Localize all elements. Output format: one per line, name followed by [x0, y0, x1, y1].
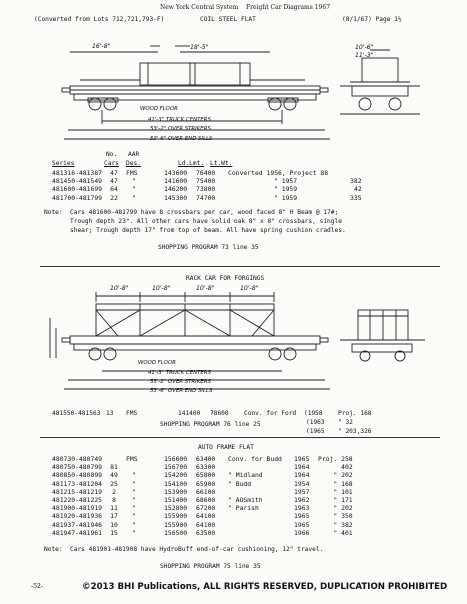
conv-cell: Conv. for Ford [244, 410, 297, 417]
proj-cell: " 202 [333, 471, 353, 480]
ltwt-cell: 65900 [196, 479, 216, 488]
wood-floor-label: WOOD FLOOR [140, 106, 178, 112]
cars-cell: 17 [110, 512, 118, 521]
series-cell: 480730-480749 [52, 455, 103, 463]
ldlmt-cell: 141600 [164, 177, 188, 186]
ldlmt-cell: 156700 [164, 463, 188, 472]
aar-cell: FMS [126, 410, 138, 417]
series-cell: 480750-480799 [52, 463, 103, 472]
ldlmt-cell: 151400 [164, 496, 188, 505]
series-cell: 481947-481961 [52, 528, 103, 537]
col-ltwt-header: Lt.Wt. [210, 160, 233, 167]
dim-16-8: 16'-8" [92, 43, 111, 50]
dim-10-6: 10'-6" [355, 44, 374, 51]
conv-cell [226, 463, 292, 471]
note3-text: Cars 481901-481908 have HydroBuff end-of-car cushioning, 12" travel. [70, 546, 324, 553]
aar-cell: " [132, 504, 136, 513]
over-end-sills-label: 53'-6" OVER END SILLS [150, 388, 213, 394]
note1-line: Cars 481600-481799 have 8 crossbars per car, wood faced 8" H Beam @ 17#; [70, 209, 339, 216]
ldlmt-cell: 155900 [164, 512, 188, 521]
aar-cell [124, 463, 162, 471]
aar-cell: " [132, 496, 136, 505]
aar-cell: " [132, 520, 136, 529]
proj-cell: " 203,326 [338, 428, 372, 435]
conv-cell [226, 512, 292, 520]
table-row [50, 504, 355, 512]
date-page: (8/1/67) Page 1½ [342, 16, 402, 23]
year-cell: 1963 [294, 504, 310, 513]
ltwt-cell: 65800 [196, 471, 216, 480]
conv-cell: " 1959 [274, 193, 298, 202]
conv-cell: " 1957 [274, 177, 298, 186]
ldlmt-cell: 143600 [164, 169, 188, 177]
cars-cell: 22 [110, 193, 118, 202]
dim-11-3: 11'-3" [355, 52, 374, 59]
col-des-header: Des. [126, 160, 141, 167]
aar-cell: " [132, 528, 136, 537]
ldlmt-cell: 154200 [164, 471, 188, 480]
proj-cell: 42 [354, 185, 362, 194]
year-cell: 1957 [294, 487, 310, 496]
ldlmt-cell: 154100 [164, 479, 188, 488]
cars-cell: 10 [110, 520, 118, 529]
ltwt-cell: 63400 [196, 455, 216, 463]
year-cell: 1965 [294, 455, 310, 463]
cars-cell [104, 455, 124, 463]
proj-cell: 402 [341, 463, 353, 472]
shopping-program-2: SHOPPING PROGRAM 76 line 25 [160, 421, 261, 428]
proj-cell: " 168 [333, 479, 353, 488]
aar-cell: " [132, 512, 136, 521]
truck-centers-label: 41'-3" TRUCK CENTERS [148, 370, 211, 376]
conv-cell: " AOSmith [228, 496, 263, 505]
ldlmt-cell: 156500 [164, 528, 188, 537]
over-strikers-label: 53'-2" OVER STRIKERS [150, 126, 211, 132]
proj-cell: " 32 [338, 419, 353, 426]
conv-cell [226, 488, 292, 496]
conv-cell [226, 529, 292, 537]
conv-cell: Converted 1956, Project 88 [228, 169, 329, 177]
aar-cell: " [132, 487, 136, 496]
col-ldlmt-header: Ld.Lmt. [178, 160, 205, 167]
cars-cell: 11 [110, 504, 118, 513]
shopping-program-1: SHOPPING PROGRAM 73 line 35 [158, 244, 259, 251]
ltwt-cell: 63500 [196, 528, 216, 537]
series-cell: 481920-481936 [52, 512, 103, 521]
over-strikers-label: 53'-2" OVER STRIKERS [150, 379, 211, 385]
table-row [50, 169, 364, 177]
cars-cell: 47 [110, 177, 118, 186]
proj-cell: " 350 [333, 512, 353, 521]
conv-cell: " Midland [228, 471, 263, 480]
ltwt-cell: 74700 [196, 193, 216, 202]
ltwt-cell: 73800 [196, 185, 216, 194]
cars-cell: 8 [112, 496, 116, 505]
table-row [50, 496, 355, 504]
conv-cell: Conv. for Budd [228, 455, 282, 463]
table-row [50, 488, 355, 496]
aar-cell: " [132, 193, 136, 202]
wood-floor-label: WOOD FLOOR [138, 360, 176, 366]
col-cars-header: Cars [104, 160, 119, 167]
ldlmt-cell: 153900 [164, 487, 188, 496]
series-cell: 481316-481387 [52, 169, 103, 177]
truck-centers-label: 41'-3" TRUCK CENTERS [148, 117, 211, 123]
dim-10-8: 10'-8" [152, 285, 171, 292]
conv-cell [226, 521, 292, 529]
proj-cell: " 401 [333, 528, 353, 537]
series-cell: 481600-481699 [52, 185, 103, 194]
ltwt-cell: 64100 [196, 512, 216, 521]
coil-steel-table [50, 169, 364, 202]
table-row [50, 471, 355, 479]
ldlmt-cell: 145300 [164, 193, 188, 202]
rack-car-diagram [40, 285, 440, 413]
table-row [50, 177, 364, 185]
shopping-program-3: SHOPPING PROGRAM 75 line 35 [160, 563, 261, 570]
page-number: -52- [31, 583, 44, 590]
header-publisher: New York Central System [160, 4, 239, 11]
ldlmt-cell: 141400 [178, 410, 201, 417]
table-row [50, 529, 355, 537]
proj-cell [350, 169, 364, 177]
series-cell: 481215-481219 [52, 487, 103, 496]
section3-title: AUTO FRAME FLAT [198, 444, 254, 451]
series-cell: 481220-481225 [52, 496, 103, 505]
table-row [50, 455, 355, 463]
ldlmt-cell: 156600 [164, 455, 188, 463]
table-row [50, 512, 355, 520]
col-series-header: Series [52, 160, 75, 167]
cars-cell: 47 [110, 169, 118, 177]
conv-cell: " 1959 [274, 185, 298, 194]
series-cell: 481173-481204 [52, 479, 103, 488]
ltwt-cell: 68600 [196, 496, 216, 505]
year-cell: 1964 [294, 463, 310, 472]
year-cell: 1954 [294, 479, 310, 488]
auto-frame-table [50, 455, 355, 537]
cars-cell: 25 [110, 479, 118, 488]
proj-cell: 382 [350, 177, 362, 186]
dim-10-8: 10'-8" [240, 285, 259, 292]
cars-cell: 64 [110, 185, 118, 194]
converted-from-text: (Converted from Lots 712,721,793-F) [34, 16, 165, 23]
ltwt-cell: 66100 [196, 487, 216, 496]
proj-cell: " 171 [333, 496, 353, 505]
aar-cell: " [132, 479, 136, 488]
proj-cell: Proj. 168 [338, 410, 372, 417]
conv-cell: " Parish [228, 504, 259, 513]
over-end-sills-label: 53'-6" OVER END SILLS [150, 136, 213, 142]
cars-cell: 13 [106, 410, 114, 417]
year-cell: (1963 [306, 419, 325, 426]
col-no-label: No. [106, 151, 118, 158]
year-cell: 1965 [294, 520, 310, 529]
year-cell: 1964 [294, 471, 310, 480]
aar-cell: FMS [126, 169, 138, 177]
section-divider [40, 437, 440, 438]
proj-cell: Proj. 258 [318, 455, 353, 463]
proj-cell: " 202 [333, 504, 353, 513]
ltwt-cell: 75400 [196, 177, 216, 186]
table-row [50, 480, 355, 488]
table-row [50, 521, 355, 529]
ltwt-cell: 67200 [196, 504, 216, 513]
proj-cell: 335 [350, 193, 362, 202]
dim-10-8: 10'-8" [196, 285, 215, 292]
conv-cell: " Budd [228, 479, 252, 488]
col-aar-label: AAR [128, 151, 140, 158]
ltwt-cell: 76400 [196, 169, 216, 177]
table-row [50, 185, 364, 193]
aar-cell: " [132, 185, 136, 194]
series-cell: 481900-481919 [52, 504, 103, 513]
series-cell: 481700-481799 [52, 193, 103, 202]
section-divider [40, 266, 440, 267]
cars-cell: 15 [110, 528, 118, 537]
ltwt-cell: 64100 [196, 520, 216, 529]
series-cell: 481450-481549 [52, 177, 103, 186]
year-cell: (1958 [304, 410, 323, 417]
table-row [50, 463, 355, 471]
ltwt-cell: 78600 [210, 410, 229, 417]
ldlmt-cell: 146200 [164, 185, 188, 194]
section2-title: RACK CAR FOR FORGINGS [186, 275, 265, 282]
header-title: Freight Car Diagrams 1967 [246, 4, 331, 11]
year-cell: 1966 [294, 528, 310, 537]
dim-10-8: 10'-8" [110, 285, 129, 292]
table-row [50, 194, 364, 202]
series-cell: 480850-480899 [52, 471, 103, 480]
ltwt-cell: 63300 [196, 463, 216, 472]
cars-cell: 2 [112, 487, 116, 496]
proj-cell: " 382 [333, 520, 353, 529]
aar-cell: " [132, 177, 136, 186]
note1-line: shear; Trough depth 17" from top of beam. All have spring cushion cradles. [70, 227, 346, 234]
aar-cell: " [132, 471, 136, 480]
note3-label: Note: [44, 546, 63, 553]
copyright-notice: ©2013 BHI Publications, ALL RIGHTS RESERVED, DUPLICATION PROHIBITED [82, 582, 448, 592]
cars-cell: 81 [110, 463, 118, 472]
ldlmt-cell: 155900 [164, 520, 188, 529]
dim-18-5: 18'-5" [190, 44, 209, 51]
series-cell: 481550-481563 [52, 410, 101, 417]
year-cell: 1965 [294, 512, 310, 521]
cars-cell: 49 [110, 471, 118, 480]
section1-title: COIL STEEL FLAT [200, 16, 256, 23]
series-cell: 481937-481946 [52, 520, 103, 529]
year-cell: (1965 [306, 428, 325, 435]
proj-cell: " 101 [333, 487, 353, 496]
year-cell: 1962 [294, 496, 310, 505]
note1-line: Trough depth 23". All other cars have solid oak 8" x 8" crossbars, single [70, 218, 342, 225]
aar-cell: FMS [126, 455, 138, 463]
ldlmt-cell: 152800 [164, 504, 188, 513]
note1-label: Note: [44, 209, 63, 216]
